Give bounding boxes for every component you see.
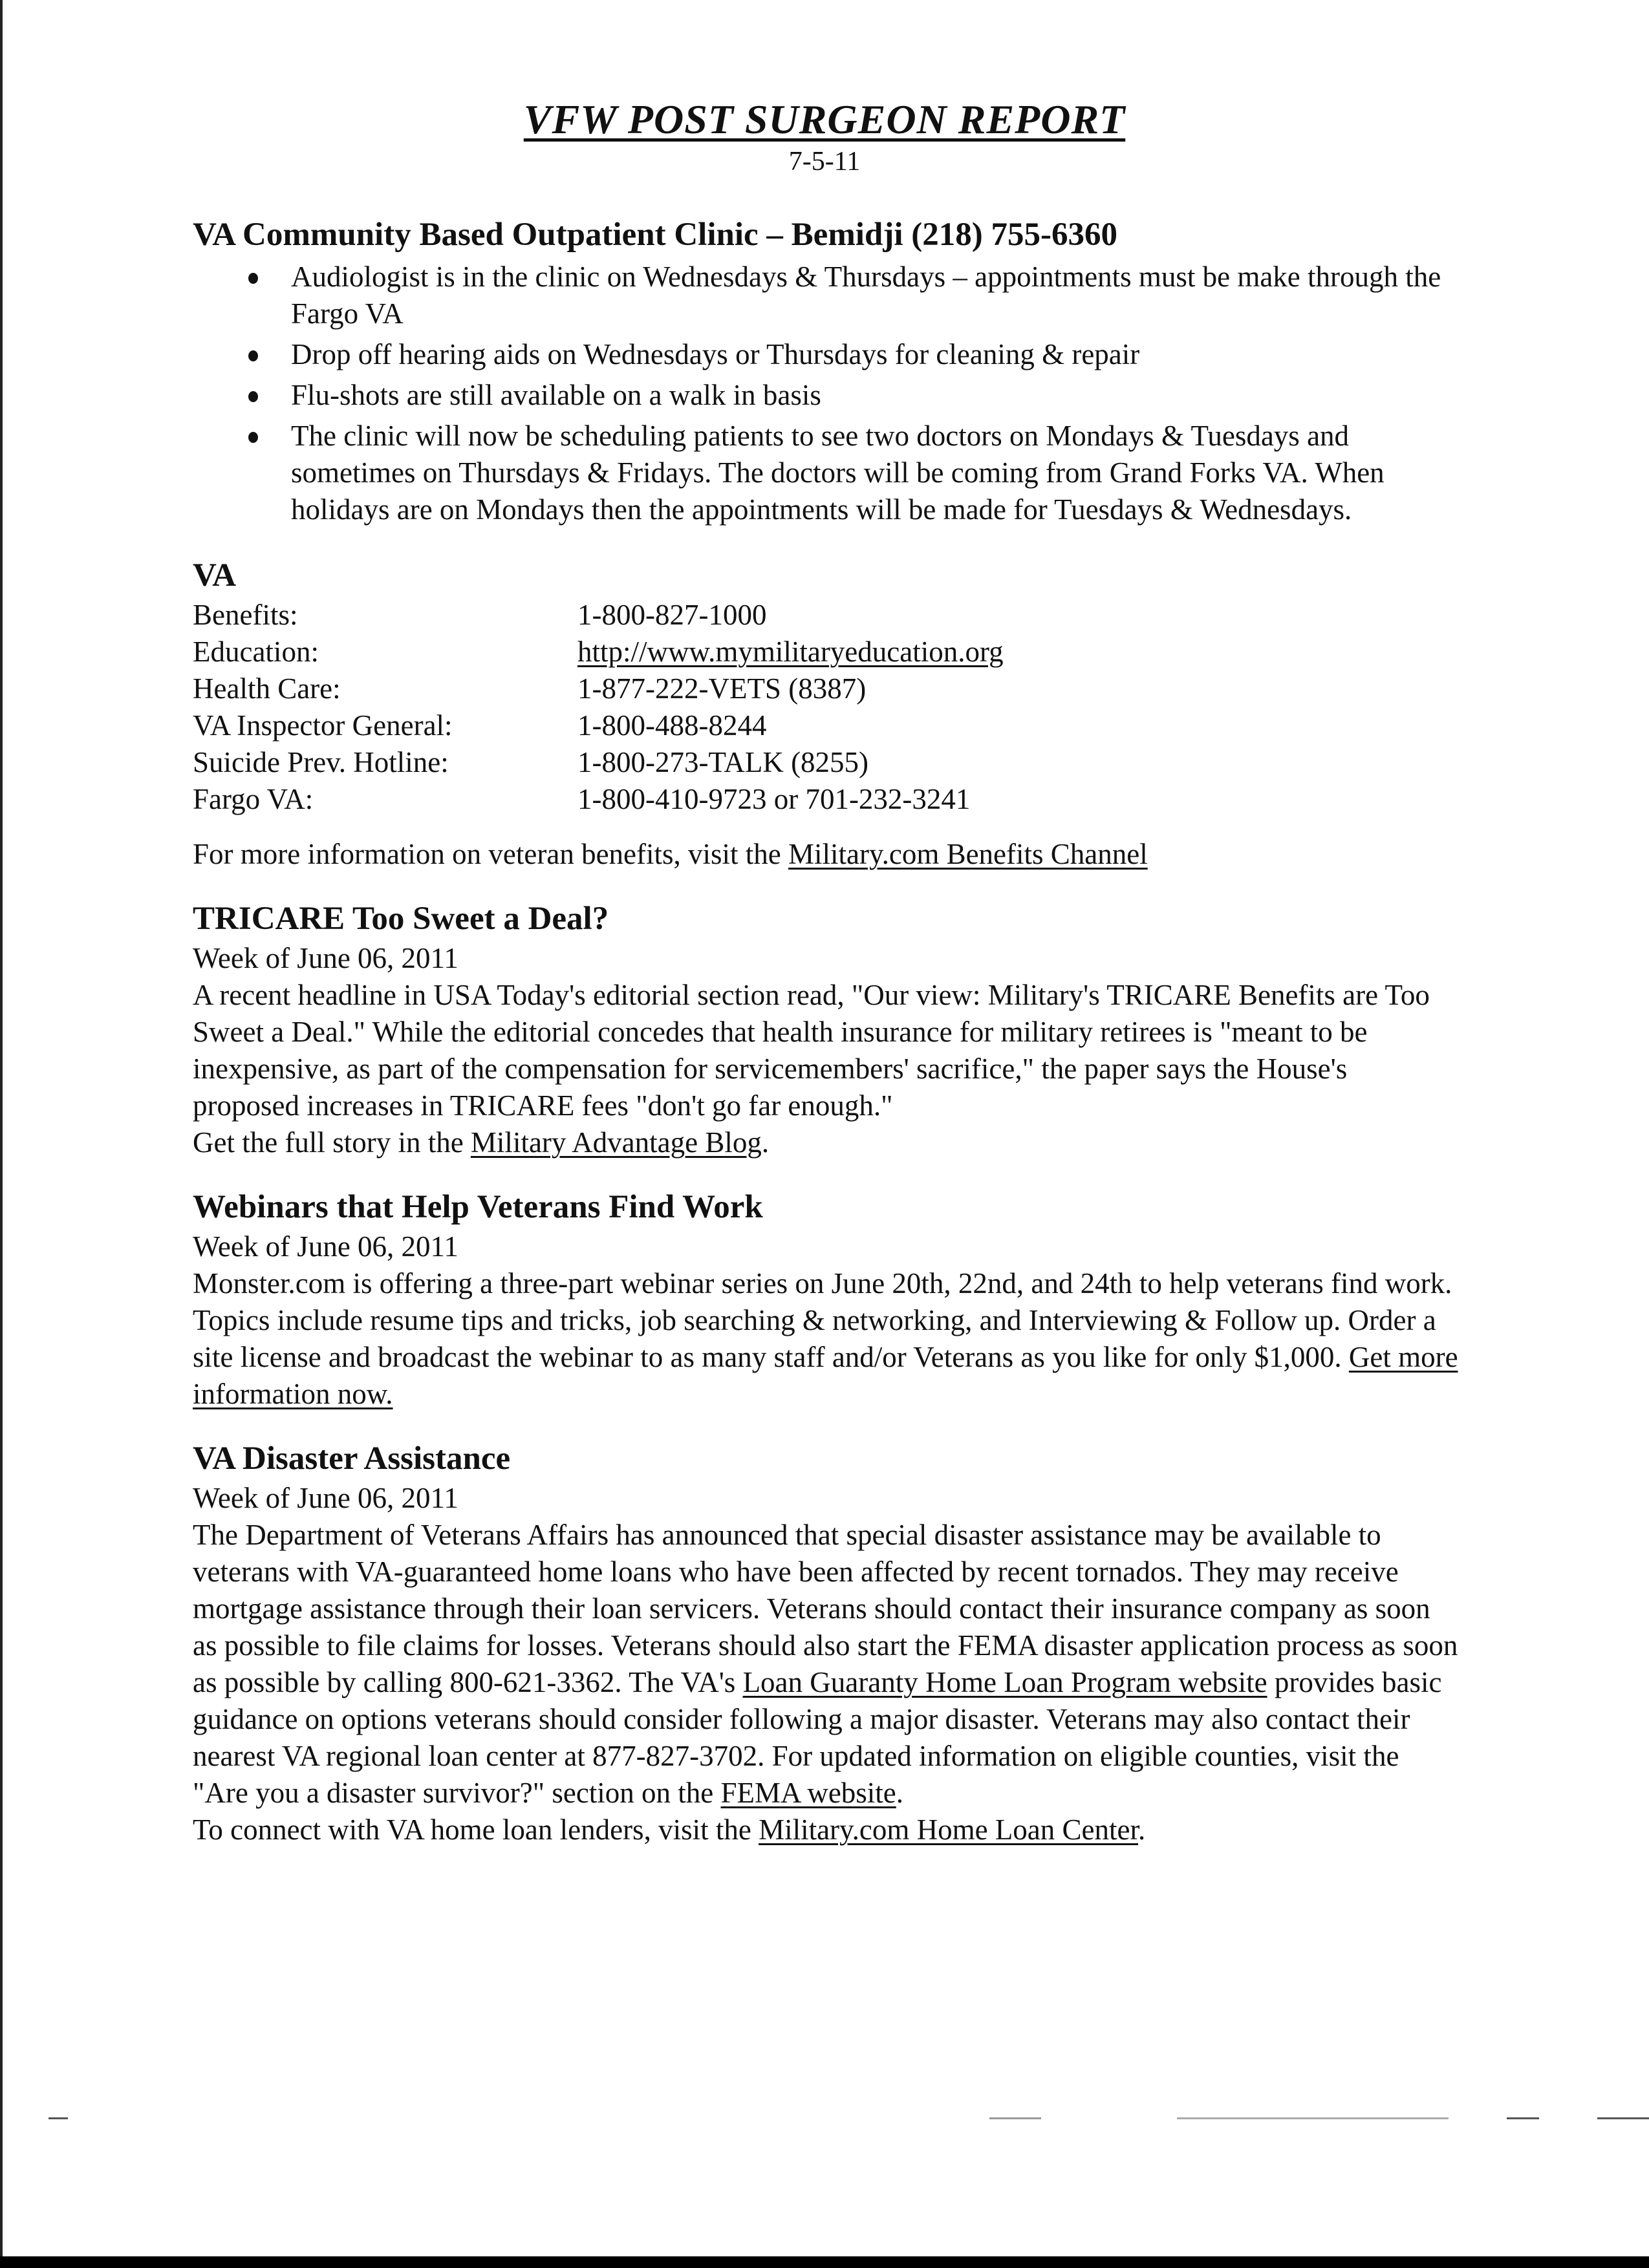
- more-info-line: For more information on veteran benefits, visit the Military.com Benefits Channel: [193, 838, 1148, 870]
- scan-edge: [0, 0, 3, 2268]
- page-title: VFW POST SURGEON REPORT: [523, 96, 1126, 142]
- scan-bottom-edge: [0, 2256, 1649, 2268]
- benefits-channel-link[interactable]: Military.com Benefits Channel: [788, 838, 1148, 870]
- contact-row-education: Education: http://www.mymilitaryeducation.org: [193, 634, 1473, 670]
- bullet-icon: [248, 391, 258, 402]
- scan-artifact-line: [1177, 2117, 1449, 2119]
- military-advantage-blog-link[interactable]: Military Advantage Blog: [470, 1126, 762, 1159]
- list-item: Flu-shots are still available on a walk in basis: [193, 377, 1473, 414]
- contact-row-fargo-va: Fargo VA: 1-800-410-9723 or 701-232-3241: [193, 783, 971, 815]
- article-disaster-assistance: [193, 1437, 1473, 1848]
- article-body: A recent headline in USA Today's editorial section read, "Our view: Military's TRICARE Benefits are Too Sweet a Deal." While the editorial concedes that health insurance for military retirees is "meant to be inexpensive, as part of the compensation for servicemembers' sacrifice," the paper says the House's proposed increases in TRICARE fees "don't go far enough.": [193, 979, 1430, 1122]
- bullet-icon: [248, 350, 258, 361]
- list-item: The clinic will now be scheduling patients to see two doctors on Mondays & Tuesdays and sometimes on Thursdays & Fridays. The doctors will be coming from Grand Forks VA. When holidays are on Mondays then the appointments will be made for Tuesdays & Wednesdays.: [193, 418, 1473, 528]
- get-more-information-link[interactable]: Get more information now.: [193, 1341, 1458, 1410]
- article-body: Monster.com is offering a three-part webinar series on June 20th, 22nd, and 24th to help veterans find work. Topics include resume tips and tricks, job searching & networking, and Interviewing & Follow up. Order a site license and broadcast the webinar to as many staff and/or Veterans as you like for only $1,000. Get more information now.: [193, 1267, 1458, 1410]
- article-tail: Get the full story in the Military Advantage Blog.: [193, 1126, 770, 1159]
- list-item: Audiologist is in the clinic on Wednesdays & Thursdays – appointments must be make through the Fargo VA: [193, 259, 1473, 332]
- education-link[interactable]: http://www.mymilitaryeducation.org: [577, 636, 1004, 668]
- scan-artifact-line: [1507, 2117, 1539, 2119]
- report-date: 7-5-11: [788, 147, 861, 177]
- clinic-section: [193, 213, 1473, 528]
- scan-artifact-line: [989, 2117, 1041, 2119]
- clinic-heading: VA Community Based Outpatient Clinic – Bemidji (218) 755-6360: [193, 217, 1117, 253]
- contact-table: [193, 597, 1473, 818]
- article-heading: VA Disaster Assistance: [193, 1440, 511, 1477]
- contact-row-benefits: Benefits: 1-800-827-1000: [193, 599, 767, 631]
- home-loan-center-link[interactable]: Military.com Home Loan Center: [759, 1813, 1138, 1846]
- loan-guaranty-link[interactable]: Loan Guaranty Home Loan Program website: [742, 1666, 1267, 1698]
- contact-row-suicide-hotline: Suicide Prev. Hotline: 1-800-273-TALK (8255): [193, 746, 869, 778]
- bullet-icon: [248, 273, 258, 284]
- article-heading: Webinars that Help Veterans Find Work: [193, 1189, 763, 1225]
- article-heading: TRICARE Too Sweet a Deal?: [193, 901, 609, 937]
- scan-artifact-line: [1597, 2117, 1649, 2119]
- article-body: The Department of Veterans Affairs has announced that special disaster assistance may be available to veterans with VA-guaranteed home loans who have been affected by recent tornados. They may receive mortgage assistance through their loan servicers. Veterans should contact their insurance company as soon as possible to file claims for losses. Veterans should also start the FEMA disaster application process as soon as possible by calling 800-621-3362. The VA's Loan Guaranty Home Loan Program website provides basic guidance on options veterans should consider following a major disaster. Veterans may also contact their nearest VA regional loan center at 877-827-3702. For updated information on eligible counties, visit the "Are you a disaster survivor?" section on the FEMA website.: [193, 1519, 1458, 1809]
- contact-row-inspector-general: VA Inspector General: 1-800-488-8244: [193, 709, 767, 742]
- va-heading: VA: [193, 557, 237, 594]
- article-tail: To connect with VA home loan lenders, visit the Military.com Home Loan Center.: [193, 1813, 1146, 1846]
- article-week: Week of June 06, 2011: [193, 1482, 458, 1514]
- clinic-bullet-list: [193, 259, 1473, 528]
- article-tricare: [193, 897, 1473, 1161]
- va-contacts-section: [193, 554, 1473, 873]
- scan-artifact-line: [48, 2117, 68, 2119]
- article-week: Week of June 06, 2011: [193, 1230, 458, 1263]
- bullet-icon: [248, 432, 258, 443]
- article-webinars: [193, 1186, 1473, 1413]
- fema-website-link[interactable]: FEMA website: [720, 1777, 896, 1809]
- report-header: [0, 96, 1649, 177]
- article-week: Week of June 06, 2011: [193, 942, 458, 974]
- contact-row-health-care: Health Care: 1-877-222-VETS (8387): [193, 672, 867, 705]
- report-body: [193, 213, 1473, 1848]
- list-item: Drop off hearing aids on Wednesdays or Thursdays for cleaning & repair: [193, 336, 1473, 373]
